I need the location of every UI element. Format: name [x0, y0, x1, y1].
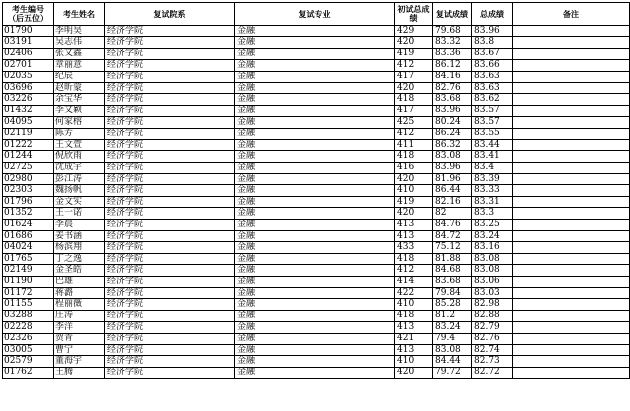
candidate-name-cell: 章丽意 [54, 60, 105, 71]
retest-major-cell: 金融 [235, 151, 395, 162]
initial-score-cell: 417 [395, 71, 433, 82]
candidate-name-cell: 李明昊 [54, 26, 105, 37]
candidate-name-cell: 王文萱 [54, 139, 105, 150]
initial-score-cell: 418 [395, 310, 433, 321]
table-row [3, 231, 630, 242]
retest-score-cell: 79.4 [433, 333, 472, 344]
retest-major-cell: 金融 [235, 231, 395, 242]
candidate-name-cell: 纪辰 [54, 71, 105, 82]
retest-score-cell: 83.08 [433, 344, 472, 355]
candidate-id-cell: 02406 [3, 48, 54, 59]
table-row [3, 82, 630, 93]
retest-score-cell: 79.68 [433, 26, 472, 37]
retest-college-cell: 经济学院 [105, 71, 235, 82]
initial-score-cell: 410 [395, 299, 433, 310]
header-candidate-name: 考生姓名 [54, 3, 105, 26]
initial-score-cell: 419 [395, 196, 433, 207]
table-row [3, 139, 630, 150]
note-cell [513, 219, 630, 230]
retest-major-cell: 金融 [235, 356, 395, 367]
candidate-id-cell: 01796 [3, 196, 54, 207]
note-cell [513, 344, 630, 355]
initial-score-cell: 418 [395, 94, 433, 105]
candidate-id-cell: 03005 [3, 344, 54, 355]
initial-score-cell: 418 [395, 253, 433, 264]
note-cell [513, 71, 630, 82]
candidate-id-cell: 01352 [3, 208, 54, 219]
total-score-cell: 83.06 [472, 276, 513, 287]
candidate-id-cell: 01155 [3, 299, 54, 310]
retest-score-cell: 83.68 [433, 276, 472, 287]
retest-college-cell: 经济学院 [105, 105, 235, 116]
retest-score-cell: 83.96 [433, 162, 472, 173]
total-score-cell: 82.74 [472, 344, 513, 355]
initial-score-cell: 416 [395, 162, 433, 173]
initial-score-cell: 420 [395, 367, 433, 378]
retest-college-cell: 经济学院 [105, 185, 235, 196]
table-row [3, 105, 630, 116]
retest-score-cell: 86.32 [433, 139, 472, 150]
candidate-name-cell: 金圣皓 [54, 265, 105, 276]
retest-major-cell: 金融 [235, 71, 395, 82]
table-row [3, 60, 630, 71]
retest-college-cell: 经济学院 [105, 356, 235, 367]
initial-score-cell: 411 [395, 139, 433, 150]
table-row [3, 287, 630, 298]
total-score-cell: 82.72 [472, 367, 513, 378]
retest-major-cell: 金融 [235, 117, 395, 128]
retest-college-cell: 经济学院 [105, 117, 235, 128]
retest-score-cell: 84.72 [433, 231, 472, 242]
note-cell [513, 356, 630, 367]
candidate-name-cell: 姜书涵 [54, 231, 105, 242]
table-row [3, 185, 630, 196]
retest-college-cell: 经济学院 [105, 242, 235, 253]
candidate-name-cell: 巴雄 [54, 276, 105, 287]
note-cell [513, 265, 630, 276]
initial-score-cell: 413 [395, 322, 433, 333]
initial-score-cell: 417 [395, 105, 433, 116]
total-score-cell: 83.55 [472, 128, 513, 139]
table-row [3, 344, 630, 355]
initial-score-cell: 418 [395, 151, 433, 162]
candidate-id-cell: 01222 [3, 139, 54, 150]
note-cell [513, 333, 630, 344]
retest-score-cell: 79.84 [433, 287, 472, 298]
candidate-name-cell: 李文颖 [54, 105, 105, 116]
retest-college-cell: 经济学院 [105, 162, 235, 173]
initial-score-cell: 412 [395, 60, 433, 71]
candidate-id-cell: 02326 [3, 333, 54, 344]
retest-college-cell: 经济学院 [105, 333, 235, 344]
initial-score-cell: 420 [395, 208, 433, 219]
candidate-name-cell: 董海宇 [54, 356, 105, 367]
candidate-id-cell: 02149 [3, 265, 54, 276]
table-row [3, 196, 630, 207]
candidate-name-cell: 丁之逸 [54, 253, 105, 264]
total-score-cell: 83.31 [472, 196, 513, 207]
total-score-cell: 82.79 [472, 322, 513, 333]
candidate-name-cell: 曹宁 [54, 344, 105, 355]
table-row [3, 128, 630, 139]
note-cell [513, 310, 630, 321]
retest-college-cell: 经济学院 [105, 367, 235, 378]
retest-major-cell: 金融 [235, 94, 395, 105]
retest-score-cell: 84.44 [433, 356, 472, 367]
retest-major-cell: 金融 [235, 253, 395, 264]
initial-score-cell: 413 [395, 344, 433, 355]
retest-major-cell: 金融 [235, 48, 395, 59]
note-cell [513, 128, 630, 139]
note-cell [513, 299, 630, 310]
retest-major-cell: 金融 [235, 367, 395, 378]
note-cell [513, 253, 630, 264]
candidate-name-cell: 蒋潞 [54, 287, 105, 298]
initial-score-cell: 413 [395, 231, 433, 242]
table-row [3, 219, 630, 230]
retest-score-cell: 83.08 [433, 151, 472, 162]
candidate-name-cell: 倪欣雨 [54, 151, 105, 162]
note-cell [513, 231, 630, 242]
total-score-cell: 83.8 [472, 37, 513, 48]
candidate-id-cell: 02303 [3, 185, 54, 196]
candidate-name-cell: 庄涛 [54, 310, 105, 321]
total-score-cell: 83.57 [472, 117, 513, 128]
header-total-score: 总成绩 [472, 3, 513, 26]
note-cell [513, 37, 630, 48]
retest-college-cell: 经济学院 [105, 322, 235, 333]
total-score-cell: 83.16 [472, 242, 513, 253]
candidate-id-cell: 02701 [3, 60, 54, 71]
table-row [3, 208, 630, 219]
header-retest-college: 复试院系 [105, 3, 235, 26]
note-cell [513, 117, 630, 128]
total-score-cell: 82.98 [472, 299, 513, 310]
table-row [3, 71, 630, 82]
total-score-cell: 83.96 [472, 26, 513, 37]
header-retest-score: 复试成绩 [433, 3, 472, 26]
candidate-name-cell: 陈芳 [54, 128, 105, 139]
retest-major-cell: 金融 [235, 310, 395, 321]
table-row [3, 151, 630, 162]
total-score-cell: 83.44 [472, 139, 513, 150]
retest-major-cell: 金融 [235, 105, 395, 116]
retest-college-cell: 经济学院 [105, 231, 235, 242]
retest-score-cell: 83.24 [433, 322, 472, 333]
candidate-name-cell: 李洋 [54, 322, 105, 333]
retest-major-cell: 金融 [235, 37, 395, 48]
retest-college-cell: 经济学院 [105, 253, 235, 264]
candidate-id-cell: 03226 [3, 94, 54, 105]
candidate-id-cell: 01432 [3, 105, 54, 116]
initial-score-cell: 412 [395, 265, 433, 276]
retest-major-cell: 金融 [235, 344, 395, 355]
retest-score-cell: 80.24 [433, 117, 472, 128]
note-cell [513, 94, 630, 105]
retest-major-cell: 金融 [235, 276, 395, 287]
header-row [3, 3, 630, 26]
table-row [3, 356, 630, 367]
table-row [3, 117, 630, 128]
candidate-id-cell: 01244 [3, 151, 54, 162]
candidate-name-cell: 杨滨翔 [54, 242, 105, 253]
retest-score-cell: 83.96 [433, 105, 472, 116]
total-score-cell: 83.08 [472, 265, 513, 276]
retest-college-cell: 经济学院 [105, 48, 235, 59]
candidate-name-cell: 李晨 [54, 219, 105, 230]
retest-score-cell: 83.36 [433, 48, 472, 59]
retest-college-cell: 经济学院 [105, 151, 235, 162]
retest-college-cell: 经济学院 [105, 299, 235, 310]
retest-major-cell: 金融 [235, 208, 395, 219]
table-row [3, 299, 630, 310]
table-row [3, 367, 630, 378]
header-retest-major: 复试专业 [235, 3, 395, 26]
retest-major-cell: 金融 [235, 333, 395, 344]
total-score-cell: 83.03 [472, 287, 513, 298]
note-cell [513, 196, 630, 207]
note-cell [513, 26, 630, 37]
retest-college-cell: 经济学院 [105, 344, 235, 355]
table-row [3, 265, 630, 276]
note-cell [513, 151, 630, 162]
retest-college-cell: 经济学院 [105, 276, 235, 287]
note-cell [513, 48, 630, 59]
total-score-cell: 82.88 [472, 310, 513, 321]
retest-major-cell: 金融 [235, 242, 395, 253]
retest-score-cell: 81.88 [433, 253, 472, 264]
retest-score-cell: 84.16 [433, 71, 472, 82]
retest-score-cell: 81.2 [433, 310, 472, 321]
candidate-id-cell: 04095 [3, 117, 54, 128]
retest-major-cell: 金融 [235, 265, 395, 276]
initial-score-cell: 422 [395, 287, 433, 298]
candidate-id-cell: 03191 [3, 37, 54, 48]
candidate-id-cell: 01762 [3, 367, 54, 378]
initial-score-cell: 420 [395, 174, 433, 185]
table-row [3, 162, 630, 173]
retest-college-cell: 经济学院 [105, 310, 235, 321]
candidate-name-cell: 何家榕 [54, 117, 105, 128]
retest-score-cell: 86.12 [433, 60, 472, 71]
candidate-id-cell: 01190 [3, 276, 54, 287]
initial-score-cell: 410 [395, 356, 433, 367]
initial-score-cell: 420 [395, 37, 433, 48]
total-score-cell: 83.63 [472, 71, 513, 82]
candidate-id-cell: 01172 [3, 287, 54, 298]
note-cell [513, 208, 630, 219]
candidate-id-cell: 01790 [3, 26, 54, 37]
retest-score-cell: 82.16 [433, 196, 472, 207]
initial-score-cell: 410 [395, 185, 433, 196]
retest-college-cell: 经济学院 [105, 37, 235, 48]
retest-major-cell: 金融 [235, 82, 395, 93]
candidate-id-cell: 01686 [3, 231, 54, 242]
candidate-name-cell: 王一诺 [54, 208, 105, 219]
header-initial-score: 初试总成绩 [395, 3, 433, 26]
note-cell [513, 242, 630, 253]
table-row [3, 242, 630, 253]
total-score-cell: 83.67 [472, 48, 513, 59]
retest-major-cell: 金融 [235, 162, 395, 173]
retest-score-cell: 86.44 [433, 185, 472, 196]
header-candidate-id: 考生编号 （后五位） [3, 3, 54, 26]
table-row [3, 37, 630, 48]
retest-score-cell: 75.12 [433, 242, 472, 253]
initial-score-cell: 420 [395, 82, 433, 93]
retest-score-cell: 85.28 [433, 299, 472, 310]
table-row [3, 310, 630, 321]
total-score-cell: 83.57 [472, 105, 513, 116]
retest-college-cell: 经济学院 [105, 287, 235, 298]
retest-score-cell: 83.32 [433, 37, 472, 48]
retest-score-cell: 83.68 [433, 94, 472, 105]
total-score-cell: 83.41 [472, 151, 513, 162]
retest-college-cell: 经济学院 [105, 174, 235, 185]
candidate-name-cell: 赵昕蒙 [54, 82, 105, 93]
total-score-cell: 83.24 [472, 231, 513, 242]
candidate-id-cell: 02579 [3, 356, 54, 367]
retest-major-cell: 金融 [235, 219, 395, 230]
candidate-name-cell: 程丽薇 [54, 299, 105, 310]
note-cell [513, 185, 630, 196]
candidate-name-cell: 张文鑫 [54, 48, 105, 59]
retest-major-cell: 金融 [235, 174, 395, 185]
initial-score-cell: 412 [395, 128, 433, 139]
candidate-id-cell: 04024 [3, 242, 54, 253]
table-row [3, 94, 630, 105]
initial-score-cell: 413 [395, 219, 433, 230]
retest-major-cell: 金融 [235, 287, 395, 298]
table-row [3, 276, 630, 287]
retest-score-cell: 86.24 [433, 128, 472, 139]
candidate-name-cell: 贺青 [54, 333, 105, 344]
table-body [3, 26, 630, 379]
candidate-id-cell: 02228 [3, 322, 54, 333]
total-score-cell: 83.33 [472, 185, 513, 196]
table-row [3, 333, 630, 344]
initial-score-cell: 414 [395, 276, 433, 287]
retest-college-cell: 经济学院 [105, 26, 235, 37]
retest-college-cell: 经济学院 [105, 60, 235, 71]
table-row [3, 174, 630, 185]
retest-college-cell: 经济学院 [105, 265, 235, 276]
note-cell [513, 82, 630, 93]
candidate-name-cell: 金文实 [54, 196, 105, 207]
note-cell [513, 276, 630, 287]
candidate-id-cell: 01765 [3, 253, 54, 264]
note-cell [513, 367, 630, 378]
candidate-id-cell: 02725 [3, 162, 54, 173]
retest-major-cell: 金融 [235, 139, 395, 150]
candidate-id-cell: 03696 [3, 82, 54, 93]
retest-college-cell: 经济学院 [105, 219, 235, 230]
table-header [3, 3, 630, 26]
retest-major-cell: 金融 [235, 196, 395, 207]
header-note: 备注 [513, 3, 630, 26]
total-score-cell: 83.66 [472, 60, 513, 71]
initial-score-cell: 429 [395, 26, 433, 37]
retest-major-cell: 金融 [235, 128, 395, 139]
total-score-cell: 83.08 [472, 253, 513, 264]
candidate-id-cell: 02119 [3, 128, 54, 139]
candidate-name-cell: 魏扬帆 [54, 185, 105, 196]
retest-major-cell: 金融 [235, 322, 395, 333]
initial-score-cell: 425 [395, 117, 433, 128]
note-cell [513, 287, 630, 298]
retest-score-cell: 84.68 [433, 265, 472, 276]
candidate-name-cell: 吴志伟 [54, 37, 105, 48]
table-row [3, 26, 630, 37]
total-score-cell: 83.4 [472, 162, 513, 173]
retest-score-cell: 82.76 [433, 82, 472, 93]
retest-college-cell: 经济学院 [105, 196, 235, 207]
retest-major-cell: 金融 [235, 299, 395, 310]
candidate-id-cell: 02980 [3, 174, 54, 185]
candidate-name-cell: 彭江涛 [54, 174, 105, 185]
retest-major-cell: 金融 [235, 60, 395, 71]
note-cell [513, 322, 630, 333]
retest-score-cell: 79.72 [433, 367, 472, 378]
score-table [2, 2, 630, 379]
retest-college-cell: 经济学院 [105, 139, 235, 150]
initial-score-cell: 419 [395, 48, 433, 59]
candidate-id-cell: 01624 [3, 219, 54, 230]
retest-major-cell: 金融 [235, 26, 395, 37]
retest-score-cell: 81.96 [433, 174, 472, 185]
note-cell [513, 60, 630, 71]
candidate-name-cell: 王腾 [54, 367, 105, 378]
total-score-cell: 83.39 [472, 174, 513, 185]
note-cell [513, 139, 630, 150]
candidate-name-cell: 余宝华 [54, 94, 105, 105]
total-score-cell: 82.73 [472, 356, 513, 367]
note-cell [513, 174, 630, 185]
table-row [3, 253, 630, 264]
initial-score-cell: 421 [395, 333, 433, 344]
retest-score-cell: 84.76 [433, 219, 472, 230]
candidate-id-cell: 03288 [3, 310, 54, 321]
retest-college-cell: 经济学院 [105, 82, 235, 93]
table-row [3, 48, 630, 59]
total-score-cell: 83.63 [472, 82, 513, 93]
note-cell [513, 105, 630, 116]
retest-college-cell: 经济学院 [105, 208, 235, 219]
initial-score-cell: 433 [395, 242, 433, 253]
total-score-cell: 83.25 [472, 219, 513, 230]
candidate-id-cell: 02035 [3, 71, 54, 82]
total-score-cell: 83.3 [472, 208, 513, 219]
total-score-cell: 83.62 [472, 94, 513, 105]
table-row [3, 322, 630, 333]
total-score-cell: 82.76 [472, 333, 513, 344]
retest-score-cell: 82 [433, 208, 472, 219]
retest-college-cell: 经济学院 [105, 128, 235, 139]
retest-major-cell: 金融 [235, 185, 395, 196]
candidate-name-cell: 沈成宇 [54, 162, 105, 173]
note-cell [513, 162, 630, 173]
retest-college-cell: 经济学院 [105, 94, 235, 105]
